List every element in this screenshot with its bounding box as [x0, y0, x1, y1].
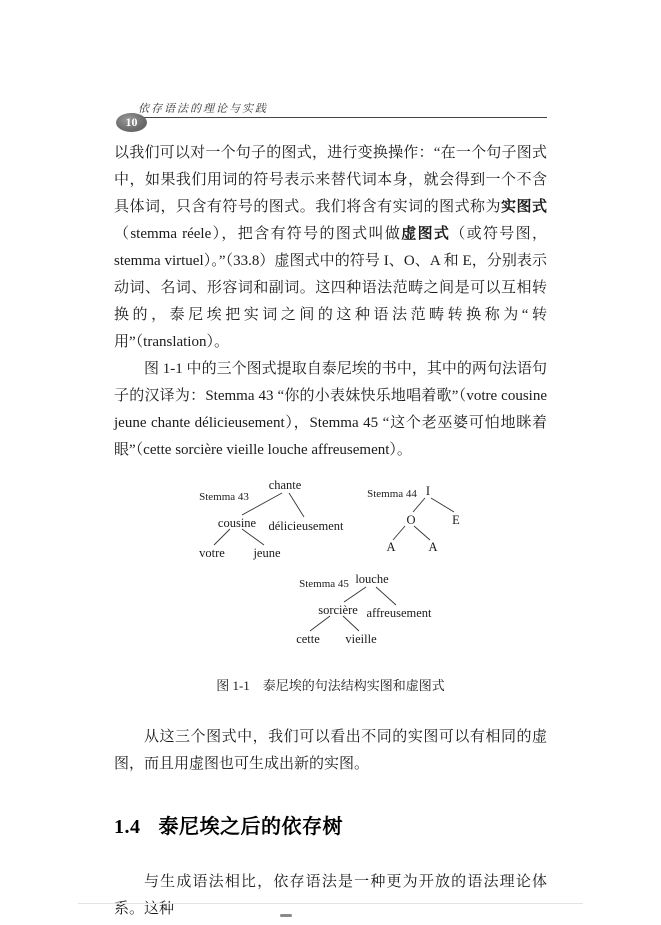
tree-edges [114, 476, 547, 661]
stemma-44-grandchild-right: A [428, 540, 438, 554]
stemma-43-child-left: cousine [217, 516, 257, 530]
stemma-44-grandchild-left: A [386, 540, 396, 554]
stemma-43-root: chante [268, 478, 302, 492]
stemma-45-child-left: sorcière [318, 603, 358, 617]
stemma-44-child-left: O [406, 513, 416, 527]
paragraph-3: 从这三个图式中，我们可以看出不同的实图可以有相同的虚图，而且用虚图也可生成出新的实图。 [114, 729, 547, 772]
paragraph-1 [114, 140, 547, 356]
section-title: 泰尼埃之后的依存树 [158, 816, 343, 838]
paragraph-1-part-c: （或符号图，stemma virtuel）。”（33.8）虚图式中的符号 I、O、A 和 E，分别表示动词、名词、形容词和副词。这四种语法范畴之间是可以互相转换的，泰尼埃把实词之间的这种语法范畴转换称为“转用”（translation）。 [114, 226, 547, 350]
section-heading [114, 810, 547, 839]
stemma-45-label: Stemma 45 [299, 578, 349, 590]
page-number-badge [116, 113, 147, 132]
stemma-43-child-right: délicieusement [268, 519, 344, 533]
page-edge-artifact [78, 903, 583, 904]
header-rule [128, 117, 547, 118]
figure-caption: 图 1-1 泰尼埃的句法结构实图和虚图式 [216, 678, 445, 693]
term-virtual-stemma: 虚图式 [401, 226, 451, 242]
stemma-44-root: I [425, 484, 431, 498]
paragraph-1-part-a: 以我们可以对一个句子的图式，进行变换操作：“在一个句子图式中，如果我们用词的符号表示来替代词本身，就会得到一个不含具体词，只含有符号的图式。我们将含有实词的图式称为 [114, 145, 547, 215]
term-real-stemma: 实图式 [501, 199, 547, 215]
stemma-44-label: Stemma 44 [367, 488, 417, 500]
stemma-45-grandchild-right: vieille [345, 632, 377, 646]
stemma-44-child-right: E [452, 513, 460, 527]
stemma-45-child-right: affreusement [366, 606, 432, 620]
stemma-43-grandchild-right: jeune [253, 546, 281, 560]
page-number: 10 [125, 115, 138, 129]
stemma-43-grandchild-left: votre [199, 546, 225, 560]
paragraph-2: 图 1-1 中的三个图式提取自泰尼埃的书中，其中的两句法语句子的汉译为：Stemma 43 “你的小表妹快乐地唱着歌”（votre cousine jeune chante délicieusement），Stemma 45 “这个老巫婆可怕地眯着眼”（cette sorcière vieille louche affreusement）。 [114, 361, 547, 458]
stemma-45-root: louche [355, 572, 389, 586]
scan-speck-artifact [280, 914, 292, 917]
text-column [114, 140, 547, 923]
section-number: 1.4 [114, 816, 141, 838]
running-title: 依存语法的理论与实践 [138, 103, 268, 115]
stemma-43-label: Stemma 43 [199, 491, 249, 503]
paragraph-1-part-b: （stemma réele），把含有符号的图式叫做 [114, 226, 402, 242]
stemma-45-grandchild-left: cette [296, 632, 320, 646]
paragraph-4: 与生成语法相比，依存语法是一种更为开放的语法理论体系。这种 [114, 874, 547, 917]
figure-1-1 [114, 476, 547, 661]
